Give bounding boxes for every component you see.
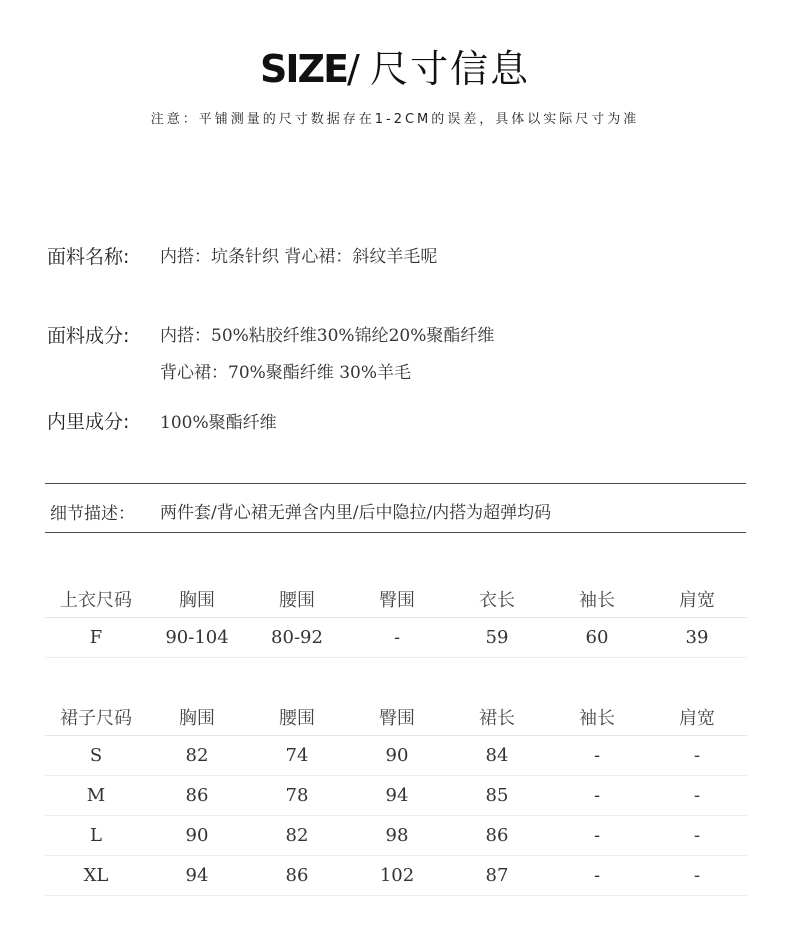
lining-composition-label: 内里成分: bbox=[47, 411, 130, 433]
details-value: 两件套/背心裙无弹含内里/后中隐拉/内搭为超弹均码 bbox=[160, 503, 552, 523]
table-cell: 82 bbox=[247, 816, 347, 856]
page-title bbox=[0, 38, 790, 93]
top-header-length: 衣长 bbox=[447, 580, 547, 618]
top-table-header bbox=[45, 580, 747, 618]
top-header-size: 上衣尺码 bbox=[45, 580, 147, 618]
table-row bbox=[45, 856, 747, 896]
measurement-notice: 注意：平铺测量的尺寸数据存在1-2CM的误差，具体以实际尺寸为准 bbox=[150, 112, 640, 127]
table-cell: 85 bbox=[447, 776, 547, 816]
table-cell: 86 bbox=[147, 776, 247, 816]
table-cell: - bbox=[547, 736, 647, 776]
skirt-size-table bbox=[45, 698, 747, 896]
table-cell: XL bbox=[45, 856, 147, 896]
top-size-table bbox=[45, 580, 747, 658]
title-en: SIZE bbox=[260, 47, 348, 91]
table-cell: 84 bbox=[447, 736, 547, 776]
title-slash: / bbox=[347, 47, 359, 91]
skirt-header-waist: 腰围 bbox=[247, 698, 347, 736]
top-header-bust: 胸围 bbox=[147, 580, 247, 618]
table-cell: L bbox=[45, 816, 147, 856]
table-cell: 90-104 bbox=[147, 618, 247, 658]
table-row bbox=[45, 776, 747, 816]
table-row bbox=[45, 816, 747, 856]
table-cell: - bbox=[547, 776, 647, 816]
details-label: 细节描述： bbox=[50, 504, 135, 524]
skirt-header-shoulder: 肩宽 bbox=[647, 698, 747, 736]
table-cell: M bbox=[45, 776, 147, 816]
table-cell: - bbox=[547, 816, 647, 856]
skirt-header-sleeve: 袖长 bbox=[547, 698, 647, 736]
table-cell: - bbox=[547, 856, 647, 896]
divider-bottom bbox=[45, 532, 746, 533]
fabric-name-value: 内搭：坑条针织 背心裙：斜纹羊毛呢 bbox=[160, 247, 438, 267]
skirt-header-hip: 臀围 bbox=[347, 698, 447, 736]
table-cell: 102 bbox=[347, 856, 447, 896]
table-cell: 94 bbox=[347, 776, 447, 816]
table-cell: 98 bbox=[347, 816, 447, 856]
table-cell: - bbox=[347, 618, 447, 658]
table-cell: 90 bbox=[347, 736, 447, 776]
table-cell: - bbox=[647, 736, 747, 776]
top-header-sleeve: 袖长 bbox=[547, 580, 647, 618]
lining-composition-value: 100%聚酯纤维 bbox=[160, 413, 277, 433]
fabric-composition-line2: 背心裙：70%聚酯纤维 30%羊毛 bbox=[160, 363, 411, 383]
table-cell: 39 bbox=[647, 618, 747, 658]
skirt-header-length: 裙长 bbox=[447, 698, 547, 736]
table-cell: 60 bbox=[547, 618, 647, 658]
skirt-table-header bbox=[45, 698, 747, 736]
table-row bbox=[45, 736, 747, 776]
skirt-header-bust: 胸围 bbox=[147, 698, 247, 736]
table-cell: 94 bbox=[147, 856, 247, 896]
fabric-name-label: 面料名称: bbox=[47, 246, 130, 268]
table-cell: - bbox=[647, 776, 747, 816]
table-cell: 86 bbox=[447, 816, 547, 856]
table-cell: 87 bbox=[447, 856, 547, 896]
table-cell: F bbox=[45, 618, 147, 658]
divider-top bbox=[45, 483, 746, 484]
top-header-hip: 臀围 bbox=[347, 580, 447, 618]
table-cell: 82 bbox=[147, 736, 247, 776]
table-cell: S bbox=[45, 736, 147, 776]
fabric-composition-line1: 内搭：50%粘胶纤维30%锦纶20%聚酯纤维 bbox=[160, 326, 495, 346]
skirt-header-size: 裙子尺码 bbox=[45, 698, 147, 736]
table-cell: 90 bbox=[147, 816, 247, 856]
table-cell: 59 bbox=[447, 618, 547, 658]
top-header-waist: 腰围 bbox=[247, 580, 347, 618]
table-cell: - bbox=[647, 816, 747, 856]
table-cell: 74 bbox=[247, 736, 347, 776]
fabric-composition-label: 面料成分: bbox=[47, 325, 130, 347]
top-header-shoulder: 肩宽 bbox=[647, 580, 747, 618]
table-cell: - bbox=[647, 856, 747, 896]
table-cell: 78 bbox=[247, 776, 347, 816]
table-cell: 86 bbox=[247, 856, 347, 896]
title-cn: 尺寸信息 bbox=[369, 47, 530, 91]
table-row bbox=[45, 618, 747, 658]
table-cell: 80-92 bbox=[247, 618, 347, 658]
